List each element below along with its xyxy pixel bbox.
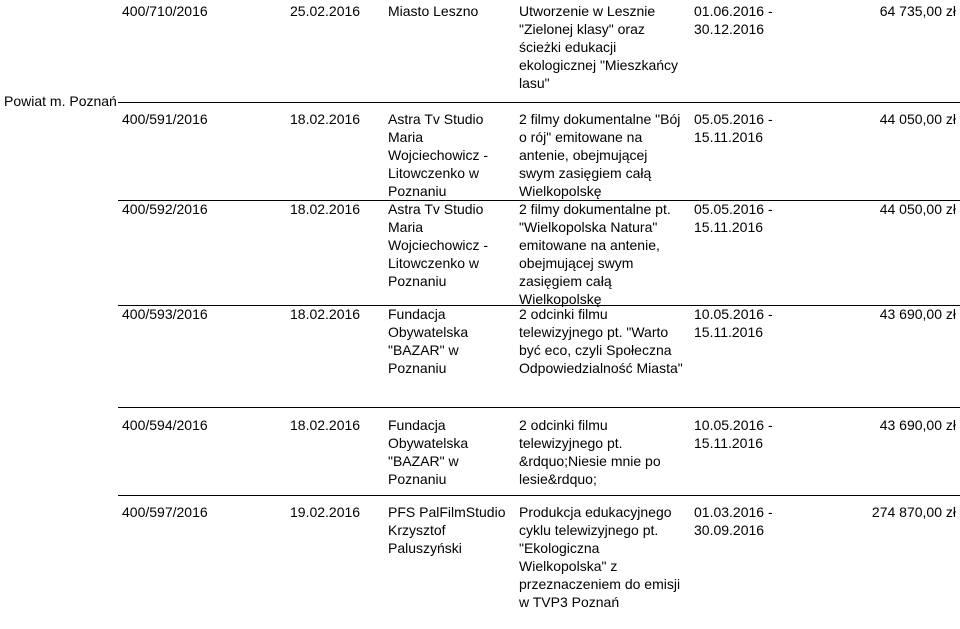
project-title: 2 filmy dokumentalne "Bój o rój" emitowane na antenie, obejmującej swym zasięgiem całą Wielkopolskę — [519, 111, 681, 199]
agreement-number: 400/592/2016 — [122, 201, 208, 217]
agreement-number: 400/593/2016 — [122, 306, 208, 322]
project-title: 2 odcinki filmu telewizyjnego pt. "Warto być eco, czyli Społeczna Odpowiedzialność Miasta" — [519, 306, 683, 376]
row-divider — [118, 407, 960, 408]
county-group-label: Powiat m. Poznań — [4, 93, 117, 109]
agreement-date: 18.02.2016 — [290, 111, 361, 127]
grant-amount: 64 735,00 zł — [879, 3, 956, 19]
agreement-date: 25.02.2016 — [290, 3, 361, 19]
grant-amount: 43 690,00 zł — [879, 306, 956, 322]
implementation-period: 01.03.2016 - 30.09.2016 — [694, 504, 773, 538]
beneficiary-name: Fundacja Obywatelska "BAZAR" w Poznaniu — [388, 417, 469, 487]
agreement-date: 18.02.2016 — [290, 417, 361, 433]
implementation-period: 01.06.2016 - 30.12.2016 — [694, 3, 773, 37]
implementation-period: 05.05.2016 - 15.11.2016 — [694, 201, 773, 235]
grant-amount: 274 870,00 zł — [871, 504, 956, 520]
agreement-date: 19.02.2016 — [290, 504, 361, 520]
beneficiary-name: Astra Tv Studio Maria Wojciechowicz - Litowczenko w Poznaniu — [388, 201, 489, 289]
grant-amount: 43 690,00 zł — [879, 417, 956, 433]
beneficiary-name: Astra Tv Studio Maria Wojciechowicz - Litowczenko w Poznaniu — [388, 111, 489, 199]
implementation-period: 10.05.2016 - 15.11.2016 — [694, 306, 773, 340]
agreement-number: 400/597/2016 — [122, 504, 208, 520]
agreement-number: 400/710/2016 — [122, 3, 208, 19]
grant-amount: 44 050,00 zł — [879, 111, 956, 127]
beneficiary-name: Fundacja Obywatelska "BAZAR" w Poznaniu — [388, 306, 469, 376]
agreement-number: 400/591/2016 — [122, 111, 208, 127]
project-title: Utworzenie w Lesznie "Zielonej klasy" oraz ścieżki edukacji ekologicznej "Mieszkańcy lasu" — [519, 3, 679, 91]
beneficiary-name: PFS PalFilmStudio Krzysztof Paluszyński — [388, 504, 506, 556]
project-title: 2 filmy dokumentalne pt. "Wielkopolska Natura" emitowane na antenie, obejmującej swym zasięgiem całą Wielkopolskę — [519, 201, 671, 307]
row-divider — [118, 495, 960, 496]
agreement-number: 400/594/2016 — [122, 417, 208, 433]
beneficiary-name: Miasto Leszno — [388, 3, 479, 19]
project-title: Produkcja edukacyjnego cyklu telewizyjnego pt. "Ekologiczna Wielkopolska" z przeznaczeniem do emisji w TVP3 Poznań — [519, 504, 681, 610]
grant-amount: 44 050,00 zł — [879, 201, 956, 217]
implementation-period: 05.05.2016 - 15.11.2016 — [694, 111, 773, 145]
project-title: 2 odcinki filmu telewizyjnego pt. &rdquo;Niesie mnie po lesie&rdquo; — [519, 417, 661, 487]
row-divider — [118, 102, 960, 103]
agreement-date: 18.02.2016 — [290, 306, 361, 322]
agreement-date: 18.02.2016 — [290, 201, 361, 217]
implementation-period: 10.05.2016 - 15.11.2016 — [694, 417, 773, 451]
